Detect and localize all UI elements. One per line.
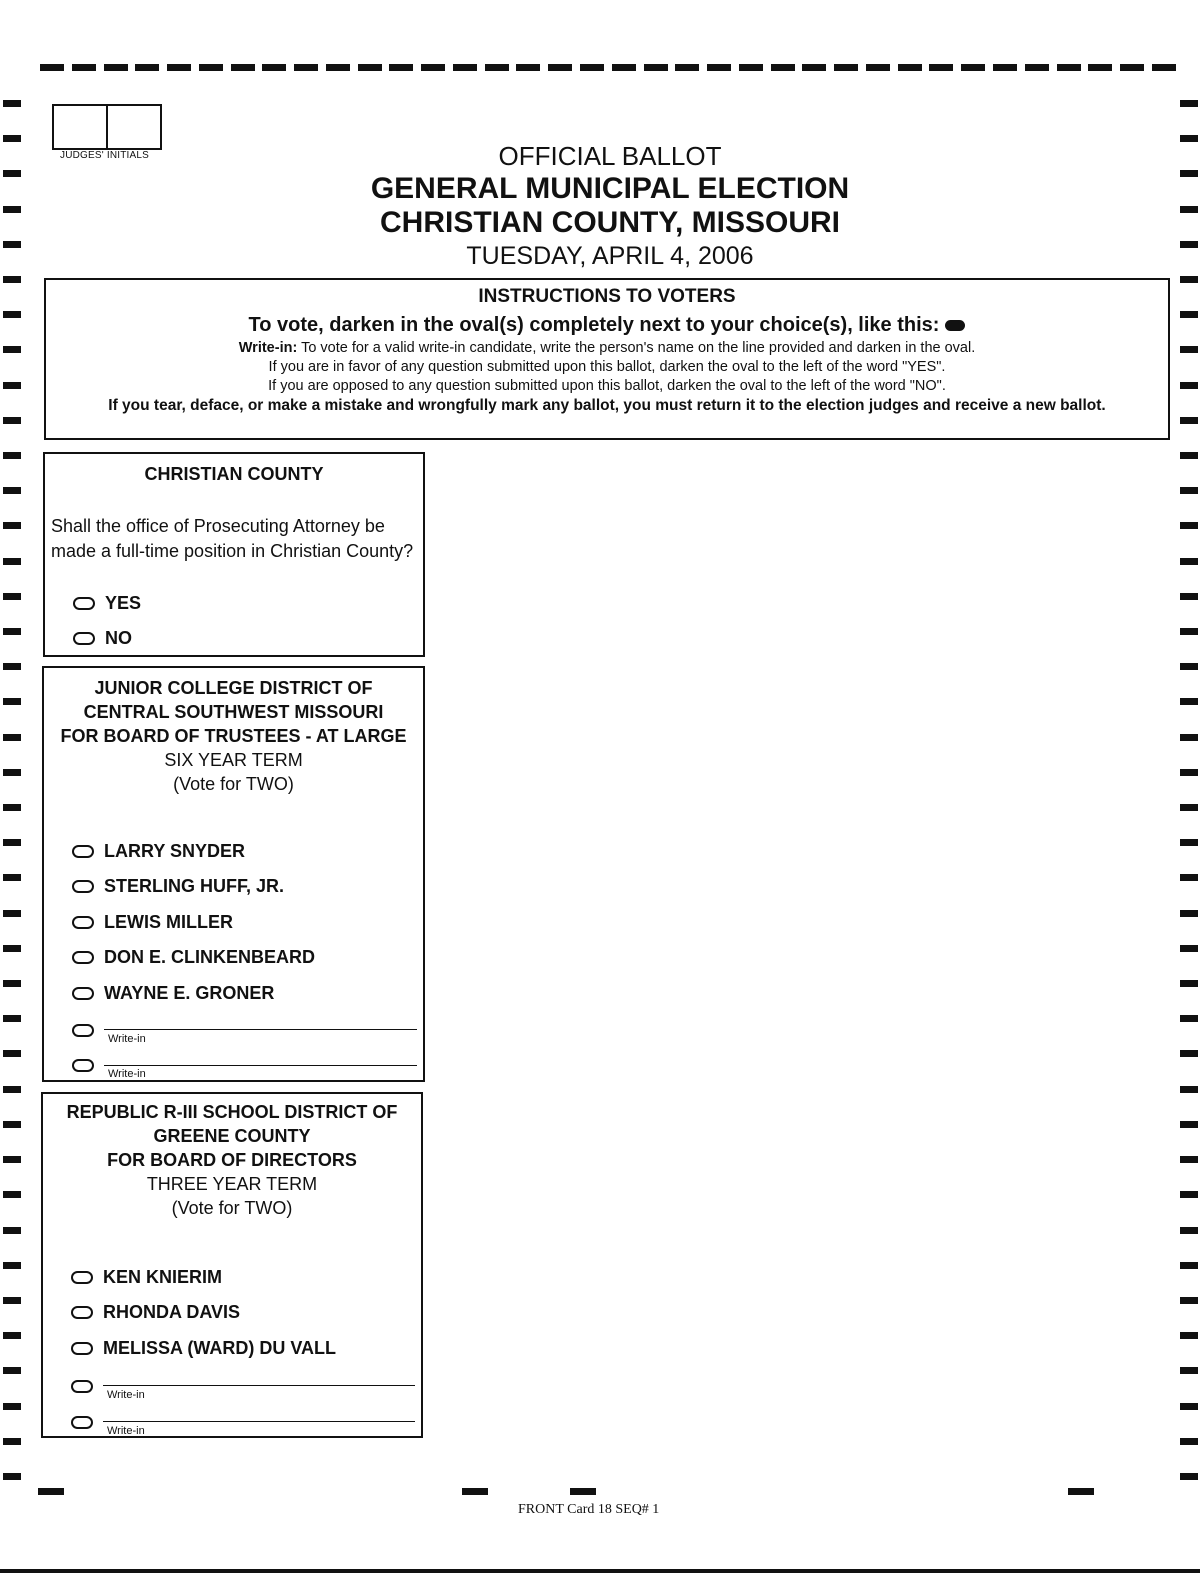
writein-option[interactable] <box>72 1019 104 1041</box>
writein-line[interactable] <box>104 1029 417 1030</box>
timing-mark <box>1180 804 1198 811</box>
timing-mark <box>3 1015 21 1022</box>
timing-mark <box>421 64 445 71</box>
candidate-name: STERLING HUFF, JR. <box>104 875 285 896</box>
timing-mark <box>771 64 795 71</box>
timing-mark <box>1180 910 1198 917</box>
oval-icon[interactable] <box>72 845 94 858</box>
oval-icon[interactable] <box>72 987 94 1000</box>
timing-mark <box>3 100 21 107</box>
timing-mark <box>294 64 318 71</box>
question-line: made a full-time position in Christian County? <box>51 541 414 561</box>
contest-title: CENTRAL SOUTHWEST MISSOURI <box>83 702 384 722</box>
contest-title: FOR BOARD OF DIRECTORS <box>107 1150 357 1170</box>
candidate-name: WAYNE E. GRONER <box>104 982 275 1003</box>
timing-mark <box>675 64 699 71</box>
bottom-timing-mark <box>1068 1488 1094 1495</box>
writein-option[interactable] <box>71 1375 103 1397</box>
bottom-edge-bar <box>0 1569 1200 1573</box>
timing-mark <box>961 64 985 71</box>
contest-term: THREE YEAR TERM <box>146 1174 318 1194</box>
bottom-timing-mark <box>570 1488 596 1495</box>
timing-mark <box>1180 698 1198 705</box>
timing-mark <box>3 698 21 705</box>
timing-mark <box>1180 346 1198 353</box>
option-label: YES <box>105 592 142 613</box>
timing-mark <box>3 487 21 494</box>
candidate-sterling-huff[interactable] <box>72 875 284 897</box>
oval-icon[interactable] <box>72 951 94 964</box>
timing-mark <box>1180 1367 1198 1374</box>
timing-mark <box>3 628 21 635</box>
timing-mark <box>1180 769 1198 776</box>
timing-mark <box>1180 1050 1198 1057</box>
timing-mark <box>3 276 21 283</box>
timing-mark <box>135 64 159 71</box>
timing-mark <box>1180 206 1198 213</box>
timing-mark <box>3 1262 21 1269</box>
candidate-rhonda-davis[interactable] <box>71 1301 240 1323</box>
writein-label: Write-in <box>108 1033 146 1045</box>
official-ballot-title: OFFICIAL BALLOT <box>498 141 722 171</box>
oval-icon[interactable] <box>73 597 95 610</box>
oval-icon[interactable] <box>73 632 95 645</box>
timing-mark <box>3 206 21 213</box>
instructions-mistake: If you tear, deface, or make a mistake and wrongfully mark any ballot, you must return it to the election judges and receive a new ballot. <box>108 397 1106 414</box>
timing-mark <box>3 417 21 424</box>
candidate-name: LARRY SNYDER <box>104 840 246 861</box>
judges-initials-box[interactable] <box>52 104 162 150</box>
timing-mark <box>453 64 477 71</box>
timing-mark <box>1180 1227 1198 1234</box>
bottom-timing-mark <box>462 1488 488 1495</box>
candidate-name: MELISSA (WARD) DU VALL <box>103 1337 336 1358</box>
county-title: CHRISTIAN COUNTY, MISSOURI <box>379 206 841 239</box>
timing-mark <box>3 452 21 459</box>
timing-mark <box>1180 945 1198 952</box>
oval-icon[interactable] <box>72 1024 94 1037</box>
timing-mark <box>72 64 96 71</box>
timing-mark <box>3 135 21 142</box>
contest-christian-county <box>43 452 425 657</box>
timing-mark <box>1180 100 1198 107</box>
timing-mark <box>1180 663 1198 670</box>
timing-mark <box>1180 1121 1198 1128</box>
timing-mark <box>1180 839 1198 846</box>
candidate-name: DON E. CLINKENBEARD <box>104 946 316 967</box>
timing-mark <box>1180 311 1198 318</box>
oval-icon[interactable] <box>72 1059 94 1072</box>
writein-instruction-text: To vote for a valid write-in candidate, write the person's name on the line provided and darken in the oval. <box>301 340 976 356</box>
timing-mark <box>3 1050 21 1057</box>
instructions-writein <box>46 340 1168 356</box>
timing-mark <box>1180 1015 1198 1022</box>
contest-title: REPUBLIC R-III SCHOOL DISTRICT OF <box>66 1102 398 1122</box>
timing-mark <box>993 64 1017 71</box>
timing-mark <box>1180 1332 1198 1339</box>
timing-mark <box>1180 1262 1198 1269</box>
instructions-favor: If you are in favor of any question submitted upon this ballot, darken the oval to the left of the word "YES". <box>268 359 946 375</box>
left-timing-marks <box>3 100 21 1480</box>
timing-mark <box>1180 487 1198 494</box>
timing-mark <box>3 980 21 987</box>
oval-icon[interactable] <box>72 916 94 929</box>
timing-mark <box>1180 522 1198 529</box>
bottom-timing-mark <box>38 1488 64 1495</box>
timing-mark <box>3 663 21 670</box>
timing-mark <box>167 64 191 71</box>
timing-mark <box>1180 1403 1198 1410</box>
timing-mark <box>644 64 668 71</box>
ballot-question <box>51 514 423 564</box>
candidate-melissa-du-vall[interactable] <box>71 1337 336 1359</box>
timing-mark <box>3 874 21 881</box>
oval-icon[interactable] <box>71 1342 93 1355</box>
option-yes[interactable] <box>73 592 141 614</box>
timing-mark <box>612 64 636 71</box>
timing-mark <box>1180 135 1198 142</box>
timing-mark <box>802 64 826 71</box>
election-date: TUESDAY, APRIL 4, 2006 <box>466 242 754 270</box>
timing-mark <box>3 910 21 917</box>
oval-icon[interactable] <box>71 1380 93 1393</box>
timing-mark <box>1180 452 1198 459</box>
ballot-header <box>280 140 940 272</box>
timing-mark <box>3 1403 21 1410</box>
timing-mark <box>1180 1156 1198 1163</box>
timing-mark <box>3 1121 21 1128</box>
timing-mark <box>1180 241 1198 248</box>
timing-mark <box>3 839 21 846</box>
timing-mark <box>1180 628 1198 635</box>
writein-line[interactable] <box>104 1065 417 1066</box>
timing-mark <box>40 64 64 71</box>
timing-mark <box>1180 593 1198 600</box>
timing-mark <box>1180 1438 1198 1445</box>
timing-mark <box>3 1438 21 1445</box>
timing-mark <box>358 64 382 71</box>
timing-mark <box>1180 170 1198 177</box>
writein-option[interactable] <box>72 1054 104 1076</box>
timing-mark <box>326 64 350 71</box>
question-line: Shall the office of Prosecuting Attorney be <box>51 516 385 536</box>
judge-initial-cell[interactable] <box>54 106 106 148</box>
timing-mark <box>3 1227 21 1234</box>
timing-mark <box>3 170 21 177</box>
writein-option[interactable] <box>71 1411 103 1433</box>
writein-line[interactable] <box>103 1385 415 1386</box>
contest-vote-for: (Vote for TWO) <box>173 774 294 794</box>
writein-instruction-label: Write-in: <box>238 340 298 356</box>
election-title: GENERAL MUNICIPAL ELECTION <box>370 172 850 205</box>
candidate-lewis-miller[interactable] <box>72 911 233 933</box>
timing-mark <box>3 241 21 248</box>
oval-icon[interactable] <box>71 1306 93 1319</box>
instructions-box <box>44 278 1170 440</box>
timing-mark <box>1180 1473 1198 1480</box>
contest-title: JUNIOR COLLEGE DISTRICT OF <box>94 678 373 698</box>
timing-mark <box>389 64 413 71</box>
instructions-opposed: If you are opposed to any question submitted upon this ballot, darken the oval to the left of the word "NO". <box>268 378 946 394</box>
writein-label: Write-in <box>107 1425 145 1437</box>
timing-mark <box>1180 980 1198 987</box>
timing-mark <box>1088 64 1112 71</box>
filled-oval-example-icon <box>945 320 965 331</box>
timing-mark <box>3 593 21 600</box>
right-timing-marks <box>1180 100 1198 1480</box>
timing-mark <box>3 769 21 776</box>
contest-title: FOR BOARD OF TRUSTEES - AT LARGE <box>60 726 407 746</box>
judges-initials-label: JUDGES' INITIALS <box>60 150 150 161</box>
timing-mark <box>1057 64 1081 71</box>
candidate-ken-knierim[interactable] <box>71 1266 222 1288</box>
card-sequence-label: FRONT Card 18 SEQ# 1 <box>518 1502 660 1517</box>
timing-mark <box>199 64 223 71</box>
contest-term: SIX YEAR TERM <box>164 750 303 770</box>
timing-mark <box>1180 1086 1198 1093</box>
candidate-name: KEN KNIERIM <box>103 1266 223 1287</box>
timing-mark <box>262 64 286 71</box>
contest-junior-college <box>42 666 425 1082</box>
timing-mark <box>3 734 21 741</box>
candidate-wayne-groner[interactable] <box>72 982 274 1004</box>
timing-mark <box>3 1191 21 1198</box>
timing-mark <box>104 64 128 71</box>
timing-mark <box>580 64 604 71</box>
judge-initial-cell[interactable] <box>106 106 160 148</box>
timing-mark <box>1180 734 1198 741</box>
timing-mark <box>1180 874 1198 881</box>
timing-mark <box>231 64 255 71</box>
timing-mark <box>1180 558 1198 565</box>
timing-mark <box>1180 1191 1198 1198</box>
writein-label: Write-in <box>107 1389 145 1401</box>
contest-vote-for: (Vote for TWO) <box>171 1198 293 1218</box>
timing-mark <box>3 945 21 952</box>
option-no[interactable] <box>73 627 132 649</box>
option-label: NO <box>105 627 132 648</box>
candidate-don-clinkenbeard[interactable] <box>72 946 315 968</box>
timing-mark <box>516 64 540 71</box>
oval-icon[interactable] <box>71 1271 93 1284</box>
timing-mark <box>866 64 890 71</box>
timing-mark <box>929 64 953 71</box>
writein-label: Write-in <box>108 1068 146 1080</box>
timing-mark <box>3 1332 21 1339</box>
timing-mark <box>3 1473 21 1480</box>
timing-mark <box>3 804 21 811</box>
timing-mark <box>3 1367 21 1374</box>
instructions-main <box>46 314 1168 337</box>
timing-mark <box>707 64 731 71</box>
timing-mark <box>3 558 21 565</box>
timing-mark <box>3 1297 21 1304</box>
oval-icon[interactable] <box>71 1416 93 1429</box>
timing-mark <box>834 64 858 71</box>
timing-mark <box>3 346 21 353</box>
timing-mark <box>3 522 21 529</box>
timing-mark <box>1120 64 1144 71</box>
timing-mark <box>1180 382 1198 389</box>
oval-icon[interactable] <box>72 880 94 893</box>
timing-mark <box>485 64 509 71</box>
timing-mark <box>1025 64 1049 71</box>
candidate-larry-snyder[interactable] <box>72 840 245 862</box>
writein-line[interactable] <box>103 1421 415 1422</box>
timing-mark <box>1180 276 1198 283</box>
timing-mark <box>1180 1297 1198 1304</box>
timing-mark <box>3 1156 21 1163</box>
timing-mark <box>3 311 21 318</box>
timing-mark <box>1180 417 1198 424</box>
timing-mark <box>3 1086 21 1093</box>
top-timing-marks <box>40 64 1176 71</box>
contest-title: CHRISTIAN COUNTY <box>144 464 324 484</box>
timing-mark <box>548 64 572 71</box>
contest-republic-school-district <box>41 1092 423 1438</box>
instructions-title: INSTRUCTIONS TO VOTERS <box>478 286 736 307</box>
candidate-name: RHONDA DAVIS <box>103 1301 241 1322</box>
timing-mark <box>739 64 763 71</box>
timing-mark <box>1152 64 1176 71</box>
candidate-name: LEWIS MILLER <box>104 911 233 932</box>
instructions-main-text: To vote, darken in the oval(s) completely next to your choice(s), like this: <box>248 314 940 336</box>
contest-title: GREENE COUNTY <box>153 1126 311 1146</box>
timing-mark <box>3 382 21 389</box>
timing-mark <box>898 64 922 71</box>
